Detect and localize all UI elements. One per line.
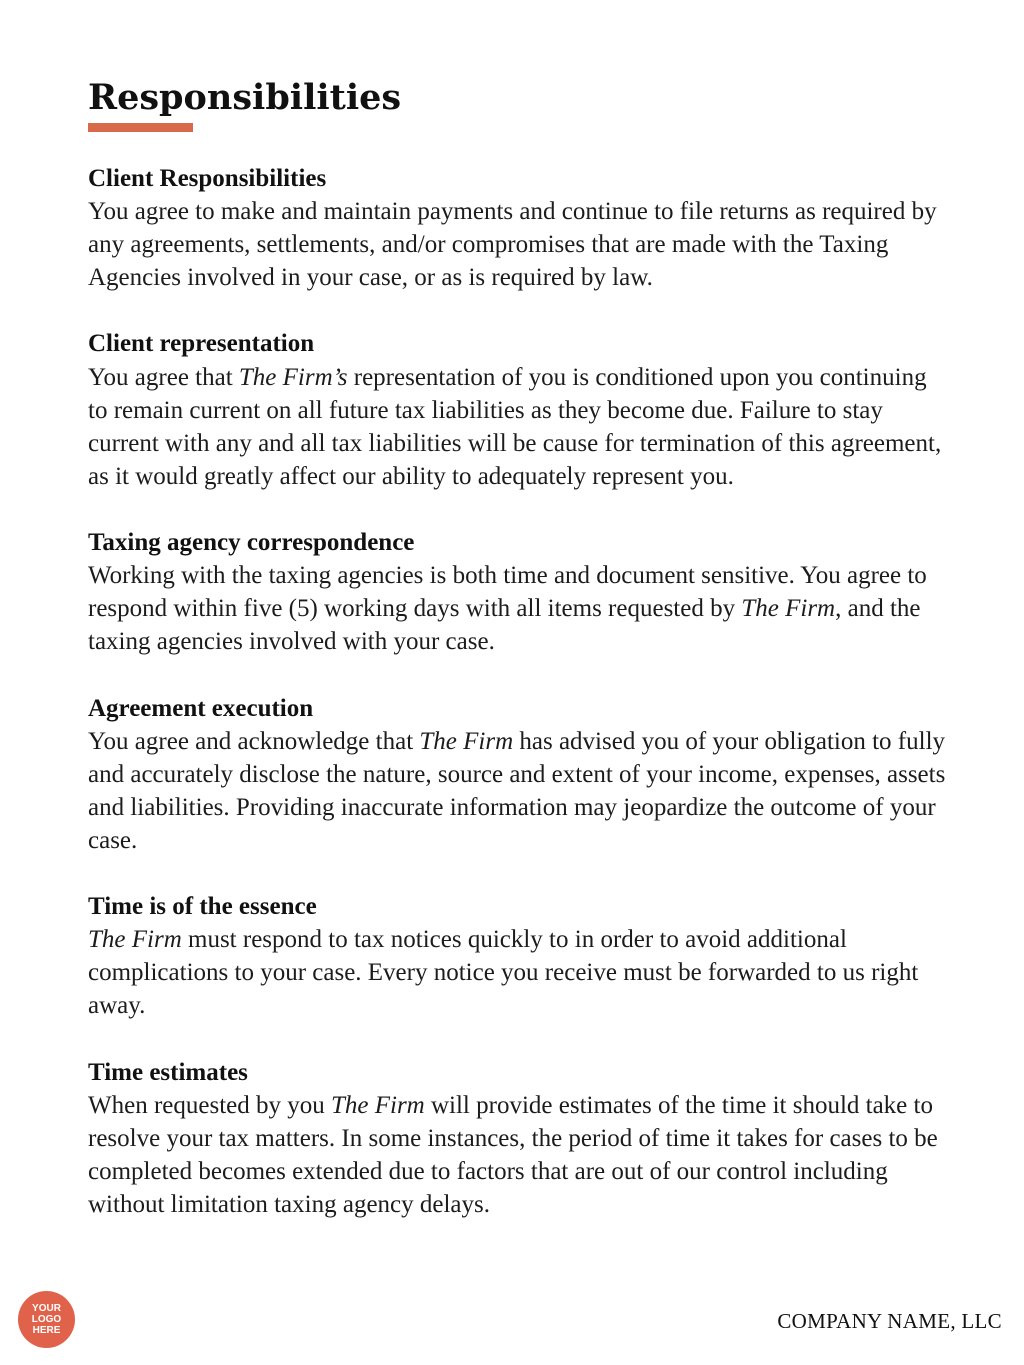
- logo-text-line: YOUR: [32, 1303, 61, 1314]
- section-paragraph: [88, 559, 948, 658]
- section-paragraph: [88, 725, 948, 857]
- section-paragraph: [88, 923, 948, 1022]
- section-heading: Client representation: [88, 330, 315, 358]
- paragraph-text: You agree to make and maintain payments and continue to file returns as required by any agreements, settlements, and/or compromises that are made with the Taxing Agencies involved in your case, or as is required by law.: [88, 198, 937, 292]
- section: [88, 1056, 948, 1221]
- footer-company-name: COMPANY NAME, LLC: [777, 1309, 1002, 1333]
- section-heading: Time estimates: [88, 1058, 248, 1086]
- section-paragraph: [88, 1089, 948, 1221]
- firm-name-emphasis: The Firm: [330, 1091, 425, 1119]
- paragraph-text: representation of you is conditioned upon you continuing to remain current on all future tax liabilities as they become due. Failure to stay current with any and all tax liabilities will be cause for termination of this agreement, as it would greatly affect our ability to adequately represent you.: [88, 363, 942, 490]
- title-accent-rule: [88, 123, 193, 132]
- section: [88, 162, 948, 294]
- logo-placeholder: [18, 1291, 75, 1348]
- section: [88, 327, 948, 492]
- firm-name-emphasis: The Firm’s: [238, 363, 348, 391]
- page-title: Responsibilities: [88, 77, 402, 118]
- logo-text-line: HERE: [32, 1325, 61, 1336]
- section-paragraph: [88, 195, 948, 294]
- paragraph-text: must respond to tax notices quickly to in order to avoid additional complications to your case. Every notice you receive must be forwarded to us right away.: [88, 926, 919, 1020]
- section-paragraph: [88, 361, 948, 493]
- section: [88, 526, 948, 658]
- logo-text-line: LOGO: [31, 1314, 62, 1325]
- paragraph-text: You agree that: [88, 363, 239, 391]
- firm-name-emphasis: The Firm: [88, 926, 182, 954]
- paragraph-text: will provide estimates of the time it should take to resolve your tax matters. In some instances, the period of time it takes for cases to be completed becomes extended due to factors that are out of our control including without limitation taxing agency delays.: [88, 1091, 938, 1218]
- section: [88, 692, 948, 857]
- section-heading: Time is of the essence: [88, 893, 317, 921]
- section-heading: Taxing agency correspondence: [88, 529, 415, 557]
- paragraph-text: Working with the taxing agencies is both time and document sensitive. You agree to respond within five (5) working days with all items requested by: [88, 562, 927, 623]
- paragraph-text: You agree and acknowledge that: [88, 727, 420, 755]
- firm-name-emphasis: The Firm: [741, 595, 836, 623]
- section-heading: Client Responsibilities: [88, 165, 327, 192]
- document-body: [88, 162, 948, 1254]
- paragraph-text: , and the taxing agencies involved with your case.: [88, 595, 921, 656]
- section-heading: Agreement execution: [88, 694, 314, 722]
- section: [88, 890, 948, 1022]
- firm-name-emphasis: The Firm: [419, 727, 514, 755]
- paragraph-text: When requested by you: [88, 1091, 331, 1119]
- paragraph-text: has advised you of your obligation to fully and accurately disclose the nature, source and extent of your income, expenses, assets and liabilities. Providing inaccurate information may jeopardize the outcome of your case.: [88, 727, 946, 854]
